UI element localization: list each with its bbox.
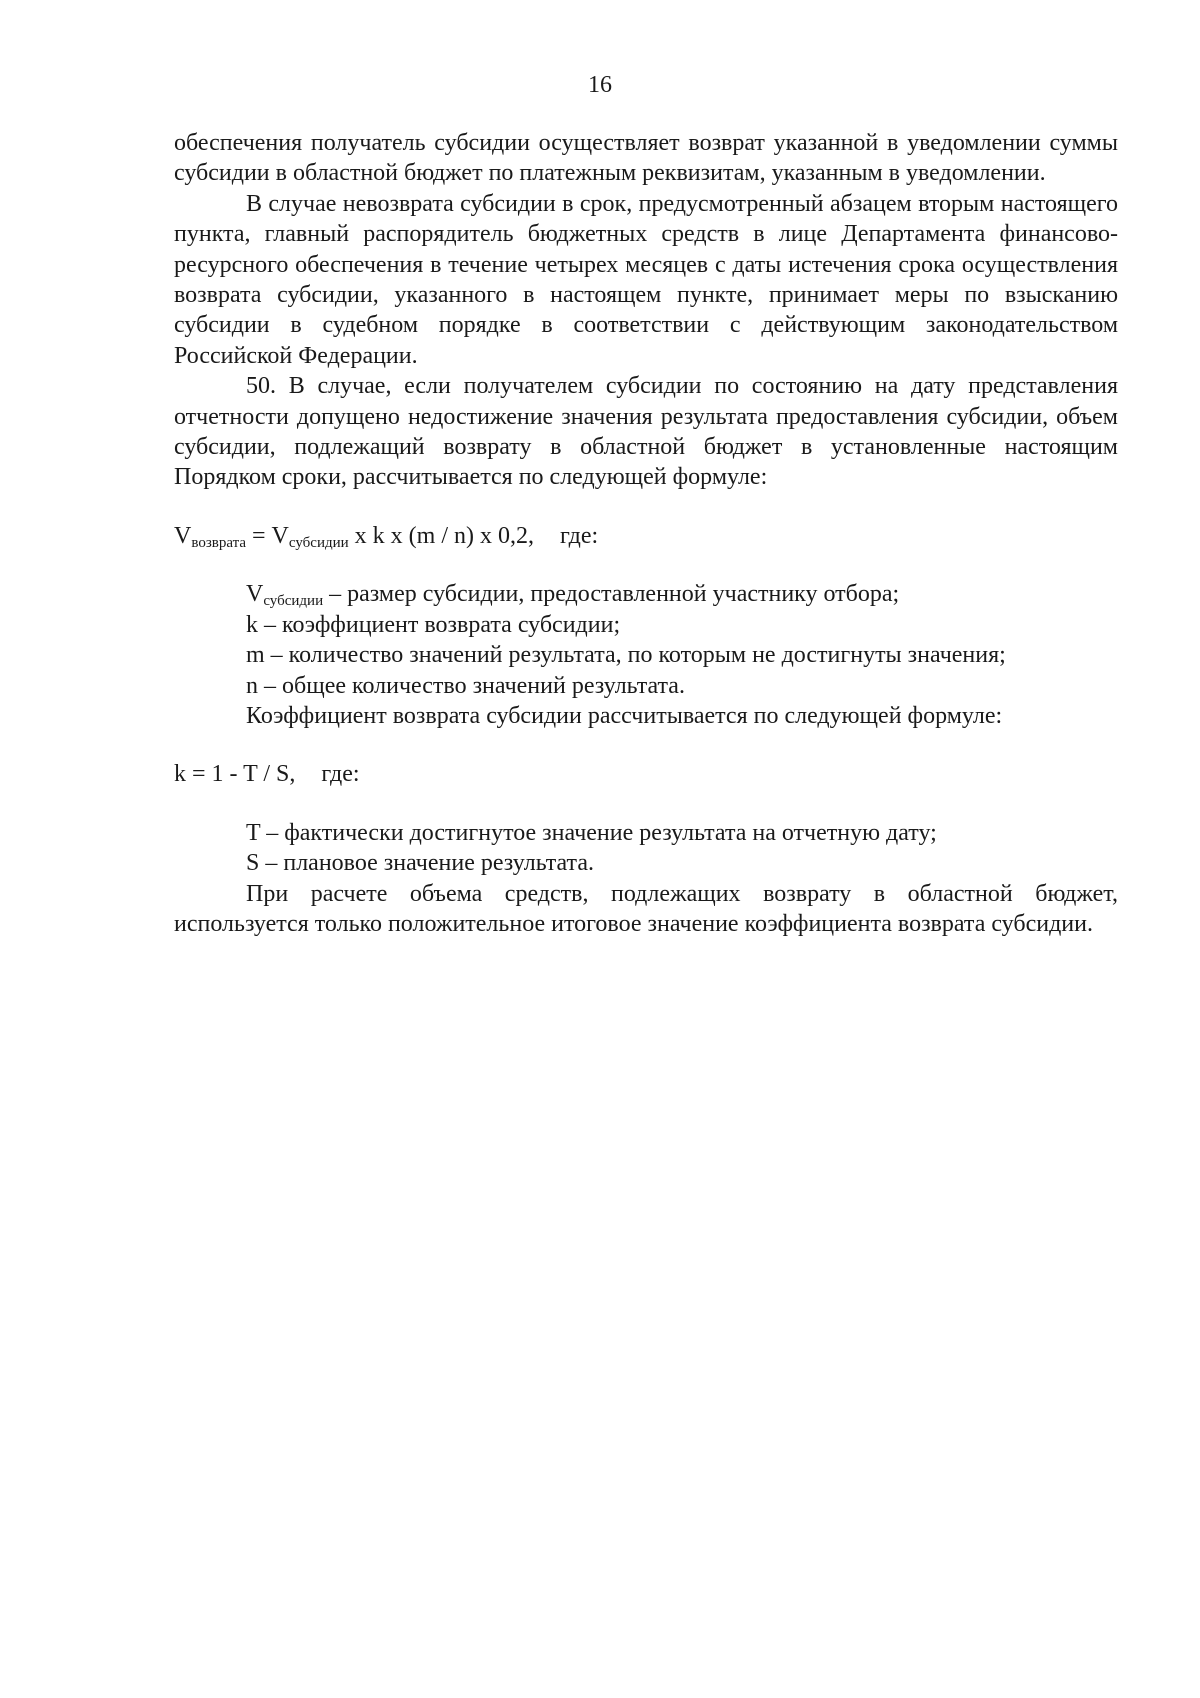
paragraph-final: При расчете объема средств, подлежащих возврату в областной бюджет, используется только положительное итоговое значение коэффициента возврата субсидии.: [174, 880, 1118, 937]
coefficient-intro: Коэффициент возврата субсидии рассчитывается по следующей формуле:: [246, 702, 1003, 729]
formula-eq: =: [246, 522, 272, 549]
formula-where: где:: [559, 522, 599, 549]
document-body: [174, 128, 1118, 939]
formula2-expr: k = 1 - T / S,: [174, 761, 296, 788]
paragraph-continuation: обеспечения получатель субсидии осуществляет возврат указанной в уведомлении суммы субсидии в областной бюджет по платежным реквизитам, указанным в уведомлении.: [174, 130, 1118, 187]
formula-rhs-var: V: [271, 522, 289, 549]
formula-coefficient: [174, 759, 1118, 789]
definition-t: T – фактически достигнутое значение результата на отчетную дату;: [246, 819, 937, 846]
formula-lhs-sub: возврата: [191, 534, 246, 551]
def-v-var: V: [246, 581, 264, 608]
def-v-text: – размер субсидии, предоставленной участнику отбора;: [323, 581, 900, 608]
definition-n: n – общее количество значений результата.: [246, 672, 685, 699]
formula-rhs-sub: субсидии: [288, 534, 349, 551]
paragraph-nonreturn: В случае невозврата субсидии в срок, предусмотренный абзацем вторым настоящего пункта, главный распорядитель бюджетных средств в лице Департамента финансово-ресурсного обеспечения в течение четырех месяцев с даты истечения срока осуществления возврата субсидии, указанного в настоящем пункте, принимает меры по взысканию субсидии в судебном порядке в соответствии с действующим законодательством Российской Федерации.: [174, 190, 1118, 369]
formula2-where: где:: [321, 761, 360, 788]
paragraph-item-50: 50. В случае, если получателем субсидии по состоянию на дату представления отчетности допущено недостижение значения результата предоставления субсидии, объем субсидии, подлежащий возврату в областной бюджет в установленные настоящим Порядком сроки, рассчитывается по следующей формуле:: [174, 373, 1118, 491]
formula-return-volume: [174, 521, 1118, 551]
definition-k: k – коэффициент возврата субсидии;: [246, 611, 621, 638]
definition-m: m – количество значений результата, по которым не достигнуты значения;: [246, 642, 1006, 669]
page-number: 16: [588, 72, 612, 98]
formula-rhs-rest: x k x (m / n) x 0,2,: [348, 522, 534, 549]
definition-s: S – плановое значение результата.: [246, 850, 594, 877]
formula-lhs-var: V: [174, 522, 192, 549]
definition-v-subsidy: [174, 579, 1118, 609]
def-v-sub: субсидии: [263, 593, 324, 610]
